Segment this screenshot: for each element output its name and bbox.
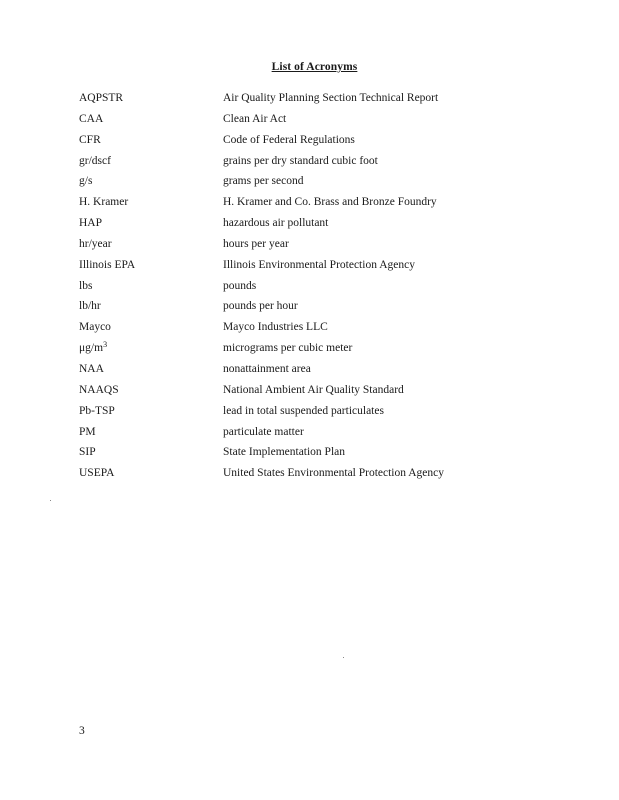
acronym-term [79,422,96,443]
acronym-definition: Illinois Environmental Protection Agency [223,258,415,271]
acronym-row [79,380,599,401]
acronym-definition: grains per dry standard cubic foot [223,154,378,167]
acronym-row [79,276,599,297]
acronym-row [79,234,599,255]
acronym-row [79,359,599,380]
acronym-term-text: g/s [79,175,93,188]
acronym-row [79,296,599,317]
page-title: List of Acronyms [271,61,358,73]
acronym-definition: hours per year [223,237,289,250]
acronym-term [79,109,103,130]
acronym-term [79,234,112,255]
acronym-term-text: lbs [79,279,93,292]
acronym-term [79,338,107,359]
scan-speck [50,500,51,501]
acronym-term-text: Pb-TSP [79,404,115,417]
acronym-term [79,359,104,380]
acronym-term-superscript: 3 [103,340,108,350]
acronym-definition: grams per second [223,175,304,188]
acronym-row [79,255,599,276]
acronym-row [79,109,599,130]
acronym-definition: hazardous air pollutant [223,217,329,230]
acronym-definition: Clean Air Act [223,112,287,125]
acronym-term-text: lb/hr [79,300,101,313]
acronym-term [79,276,92,297]
acronym-term-text: SIP [79,446,96,459]
acronym-row [79,317,599,338]
acronym-term-text: Mayco [79,321,111,334]
acronym-term-text: Illinois EPA [79,258,136,271]
acronym-definition: National Ambient Air Quality Standard [223,383,404,396]
acronym-term [79,130,101,151]
acronym-term [79,213,102,234]
acronym-term [79,463,114,484]
acronym-row [79,442,599,463]
acronym-row [79,88,599,109]
acronym-term [79,151,111,172]
acronym-term-text: μg/m [79,342,104,355]
acronym-term-text: H. Kramer [79,196,129,209]
acronym-term [79,192,128,213]
acronym-definition: H. Kramer and Co. Brass and Bronze Foundry [223,196,437,209]
acronym-definition: pounds per hour [223,300,298,313]
acronym-term [79,442,96,463]
acronym-definition: Air Quality Planning Section Technical Report [223,92,439,104]
acronym-row [79,463,599,484]
acronym-definition: pounds [223,279,257,292]
acronym-term [79,380,119,401]
acronym-row [79,213,599,234]
acronym-row [79,151,599,172]
acronym-definition: Mayco Industries LLC [223,321,328,334]
acronym-term-text: PM [79,425,96,438]
acronym-row [79,401,599,422]
acronym-term-text: HAP [79,217,103,230]
acronym-term-text: hr/year [79,237,112,250]
acronym-list [79,88,599,484]
acronym-term [79,317,111,338]
acronym-term-text: CAA [79,112,104,125]
acronym-definition: State Implementation Plan [223,446,346,459]
acronym-term [79,255,135,276]
acronym-row [79,130,599,151]
acronym-row [79,338,599,359]
acronym-term [79,401,115,422]
acronym-row [79,171,599,192]
acronym-term-text: gr/dscf [79,154,111,167]
acronym-term [79,88,123,109]
acronym-term-text: USEPA [79,467,115,480]
acronym-term [79,296,101,317]
acronym-term-text: AQPSTR [79,92,124,104]
acronym-definition: micrograms per cubic meter [223,342,353,355]
acronym-row [79,192,599,213]
acronym-definition: Code of Federal Regulations [223,133,355,146]
acronym-definition: United States Environmental Protection Agency [223,467,445,480]
acronym-term-text: NAAQS [79,383,119,396]
acronym-row [79,422,599,443]
acronym-term [79,171,92,192]
scan-speck [343,657,344,658]
acronym-definition: nonattainment area [223,362,311,375]
acronym-definition: particulate matter [223,425,304,438]
acronym-term-text: CFR [79,133,101,146]
acronym-definition: lead in total suspended particulates [223,404,384,417]
page-number: 3 [79,725,85,737]
acronym-term-text: NAA [79,362,104,375]
